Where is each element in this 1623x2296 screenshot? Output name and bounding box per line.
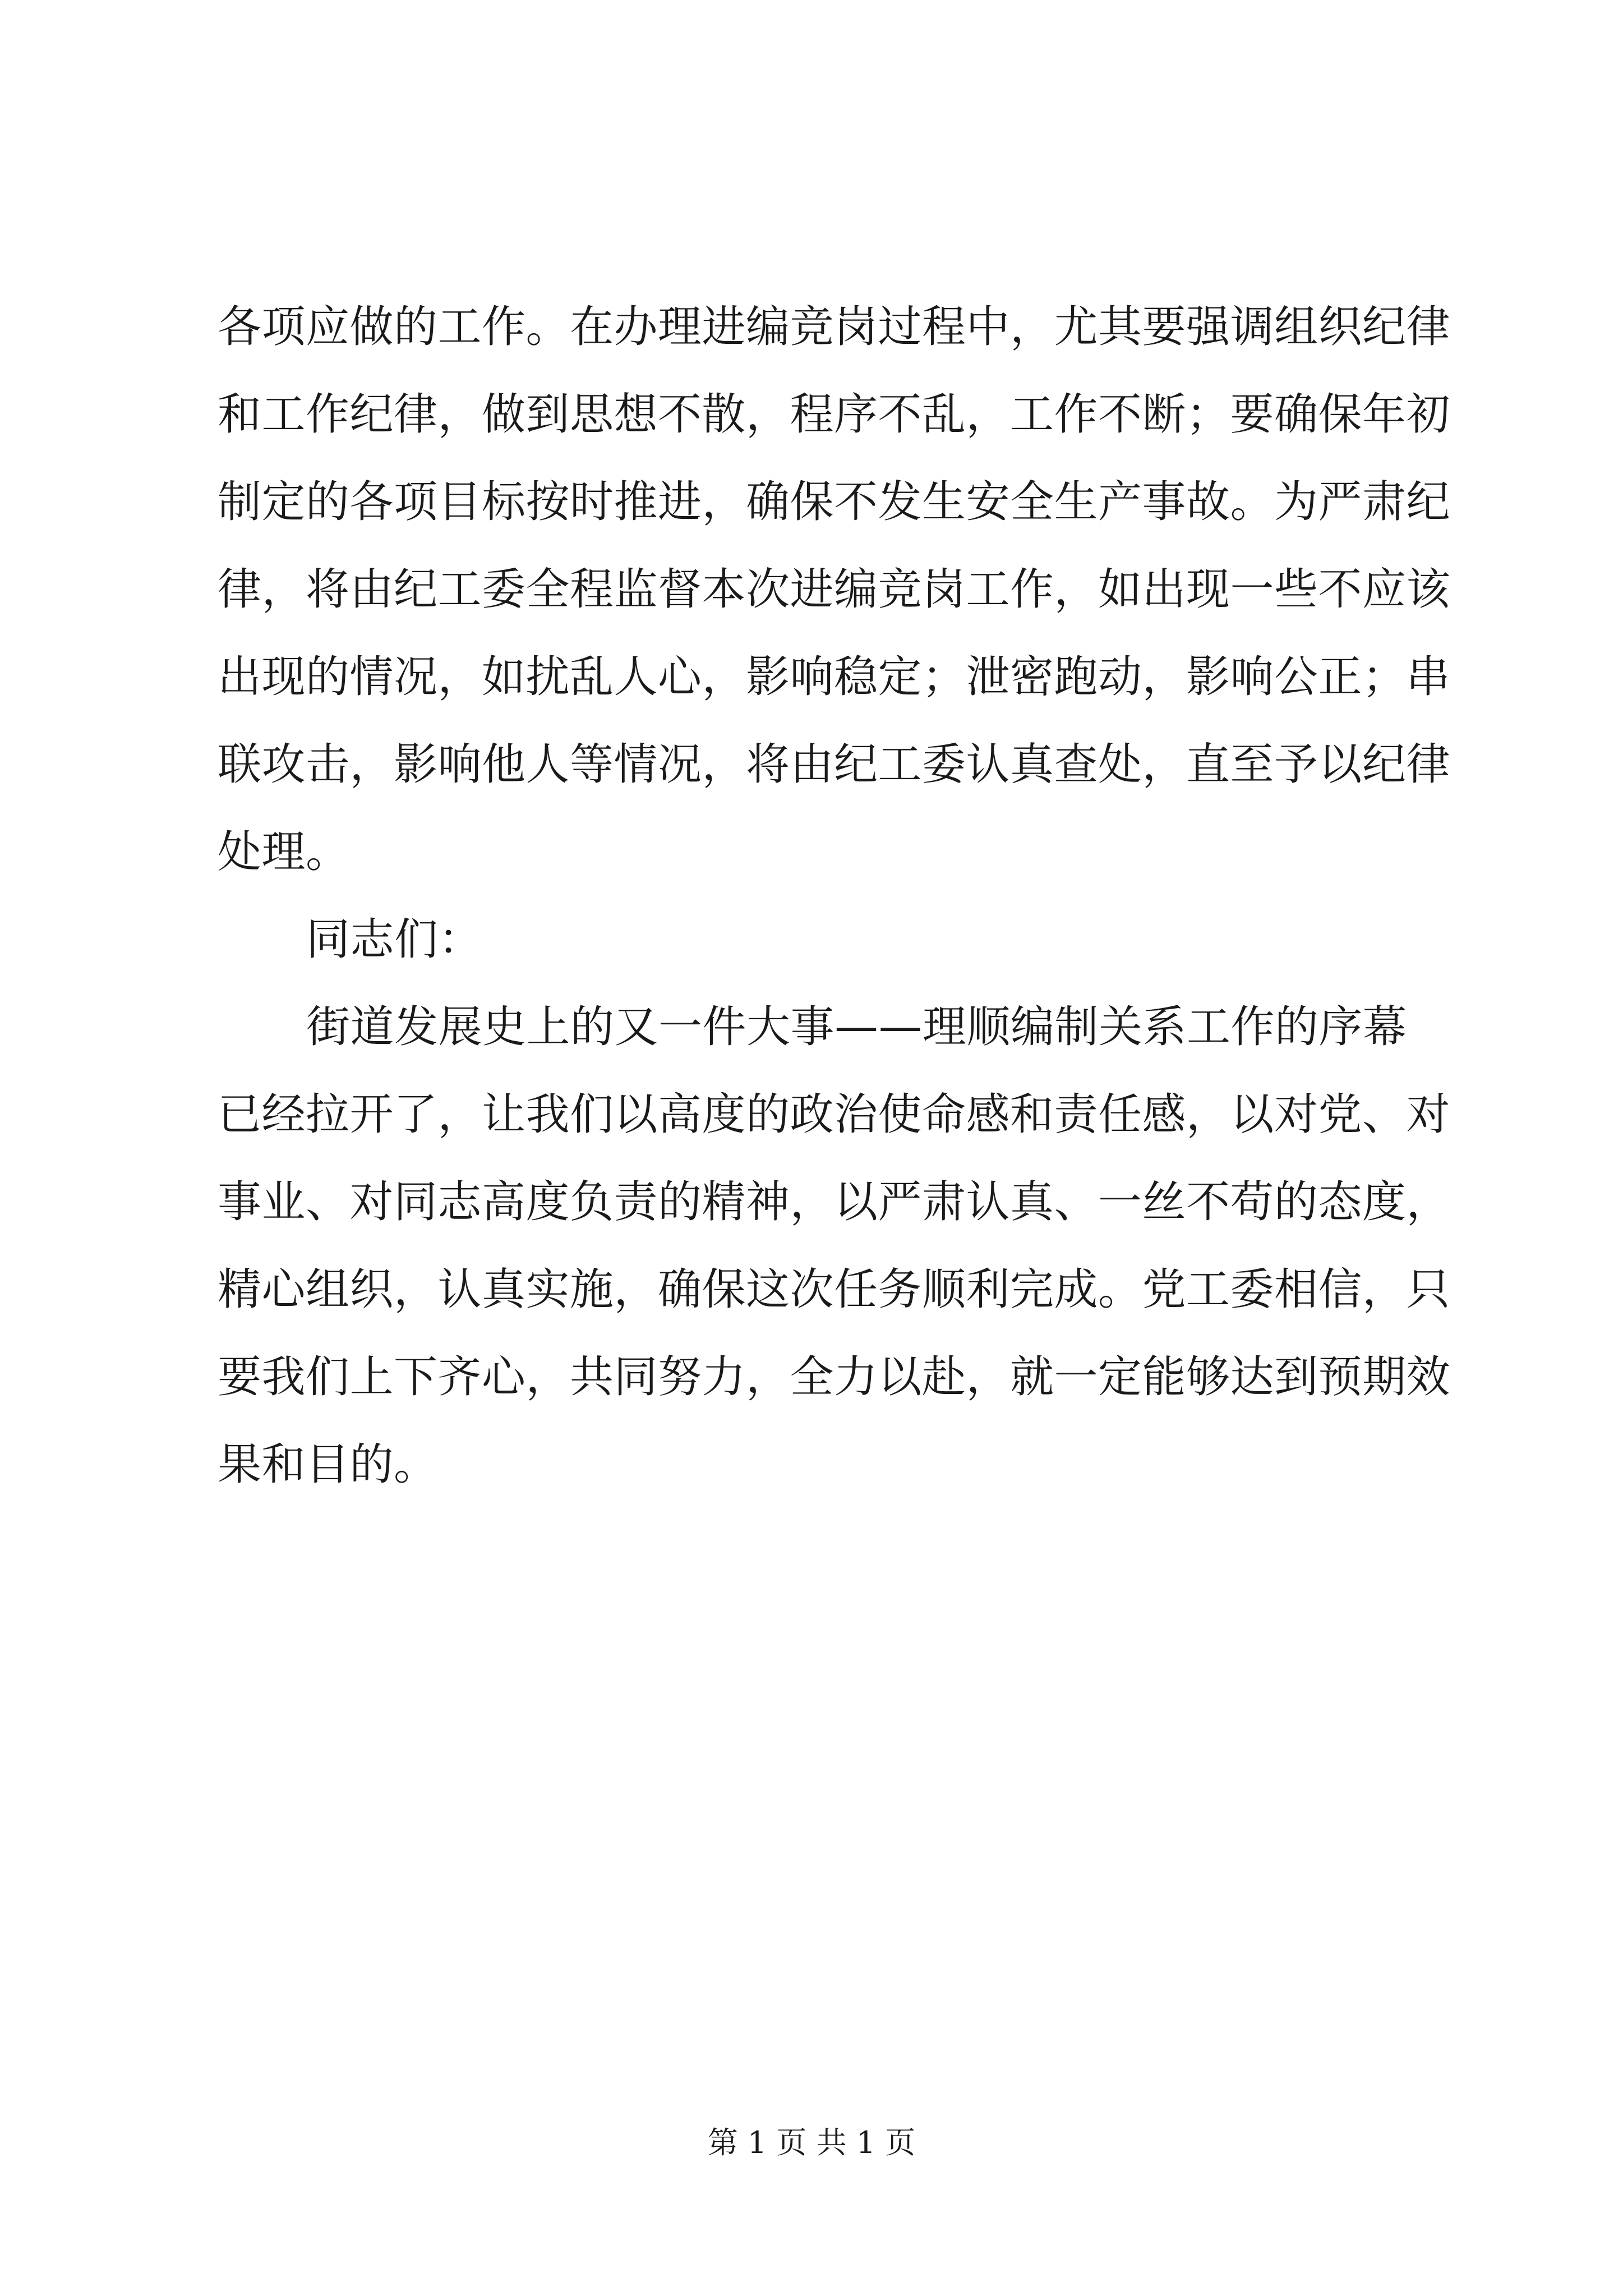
paragraph-3-line-5: 要我们上下齐心，共同努力，全力以赴，就一定能够达到预期效 — [218, 1352, 1451, 1402]
paragraph-3-line-2: 已经拉开了，让我们以高度的政治使命感和责任感，以对党、对 — [218, 1089, 1451, 1140]
paragraph-1-line-2: 和工作纪律，做到思想不散，程序不乱，工作不断；要确保年初 — [218, 389, 1451, 440]
document-body — [218, 283, 1451, 1508]
paragraph-3-line-6: 果和目的。 — [218, 1439, 438, 1490]
paragraph-1-line-6: 联攻击，影响他人等情况，将由纪工委认真查处，直至予以纪律 — [218, 739, 1451, 790]
page-number-label: 第 1 页 共 1 页 — [707, 2125, 916, 2160]
paragraph-1-line-1: 各项应做的工作。在办理进编竞岗过程中，尤其要强调组织纪律 — [218, 302, 1451, 352]
page-footer — [0, 2120, 1623, 2165]
paragraph-3-line-1: 街道发展史上的又一件大事——理顺编制关系工作的序幕 — [306, 1002, 1407, 1052]
paragraph-1-line-4: 律，将由纪工委全程监督本次进编竞岗工作，如出现一些不应该 — [218, 564, 1451, 615]
paragraph-3-line-3: 事业、对同志高度负责的精神，以严肃认真、一丝不苟的态度， — [218, 1177, 1451, 1227]
paragraph-1-line-7: 处理。 — [218, 827, 350, 877]
paragraph-1-line-3: 制定的各项目标按时推进，确保不发生安全生产事故。为严肃纪 — [218, 477, 1451, 527]
paragraph-1-line-5: 出现的情况，如扰乱人心，影响稳定；泄密跑动，影响公正；串 — [218, 652, 1451, 702]
salutation-line: 同志们： — [306, 914, 483, 965]
paragraph-3-line-4: 精心组织，认真实施，确保这次任务顺利完成。党工委相信，只 — [218, 1264, 1451, 1315]
